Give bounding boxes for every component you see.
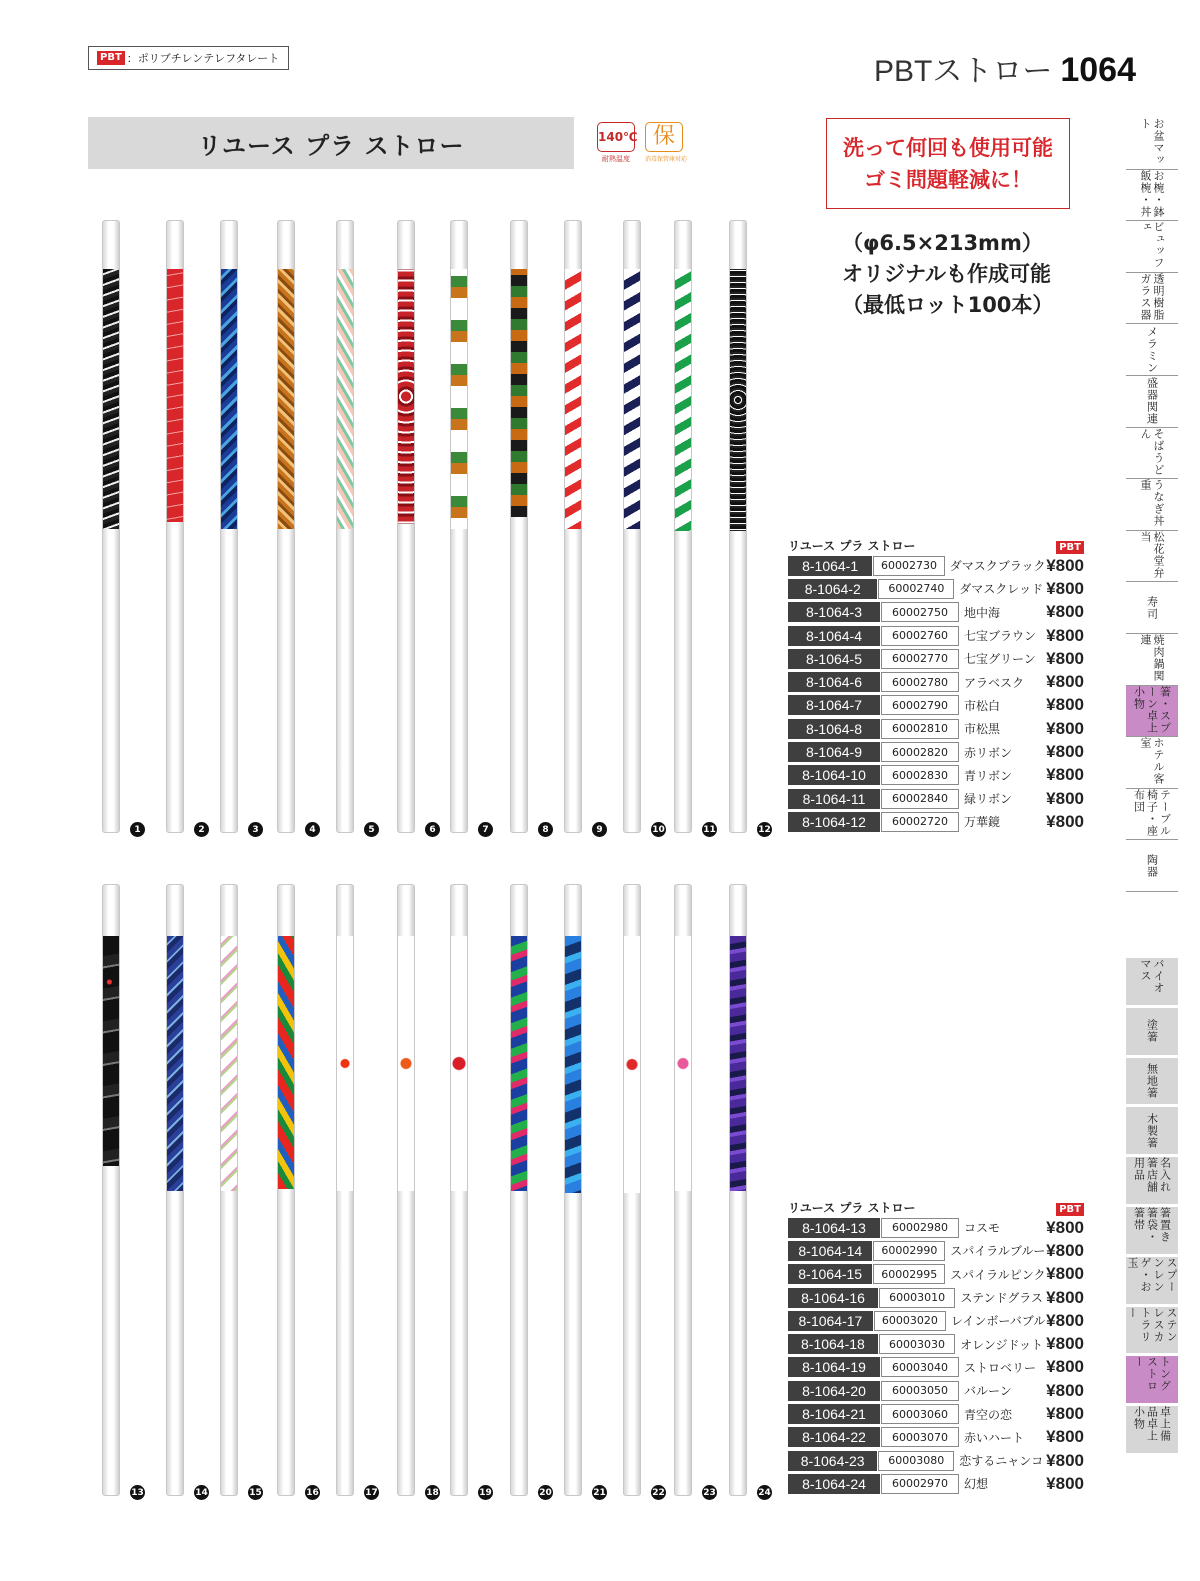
pbt-tag: PBT [1056,1203,1084,1216]
index-tab[interactable]: 箸・スプーン卓上小物 [1126,686,1178,738]
index-tab[interactable]: ホテル客室 [1126,737,1178,789]
product-price: ¥800 [1046,625,1084,645]
spec-line1: （φ6.5×213mm） [842,231,1043,255]
straw-12 [729,220,747,833]
product-name: 青リボン [964,768,1013,783]
straw-5 [336,220,354,833]
price-table-1 [788,537,1084,834]
straw-pattern [565,269,581,529]
index-tabs-bottom [1126,958,1178,1456]
product-price: ¥800 [1046,1217,1084,1237]
straw-9 [564,220,582,833]
index-tab[interactable]: 松花堂弁当 [1126,531,1178,583]
heat-label: 140℃ [597,122,635,152]
index-tab[interactable]: 名入れ箸店舗用品 [1126,1157,1178,1207]
product-price: ¥800 [1046,1287,1084,1307]
product-price: ¥800 [1046,1450,1084,1470]
keep-caption: 消毒保管庫対応 [645,156,688,163]
table-row [788,740,1084,763]
material-legend [88,46,289,70]
jan-code: 60003060 [881,1404,959,1424]
table-row [788,1449,1084,1472]
straw-pattern [167,936,183,1191]
table-row [788,810,1084,833]
product-name: 市松黒 [964,722,1001,737]
table-row [788,1356,1084,1379]
index-tab[interactable]: 透明樹脂ガラス器 [1126,273,1178,325]
table-row [788,694,1084,717]
index-tab[interactable]: スプーンレンゲ・お玉 [1126,1257,1178,1307]
straw-3 [220,220,238,833]
straw-pattern [511,269,527,517]
straw-23 [674,884,692,1496]
table-row [788,764,1084,787]
spec-text [842,228,1053,321]
straw-number: 9 [592,822,607,837]
straw-number: 2 [194,822,209,837]
straw-number: 1 [130,822,145,837]
straw-pattern [167,269,183,522]
product-price: ¥800 [1046,718,1084,738]
straw-pattern [565,936,581,1193]
table-row [788,1426,1084,1449]
jan-code: 60002740 [878,579,954,599]
table-row [788,577,1084,600]
straw-number: 10 [651,822,666,837]
product-code: 8-1064-22 [788,1427,880,1447]
straw-pattern [624,936,640,1193]
straw-pattern [337,269,353,529]
table-row [788,601,1084,624]
straw-1 [102,220,120,833]
pbt-badge: PBT [97,51,125,65]
straw-13 [102,884,120,1496]
table-body [788,554,1084,834]
product-name: 青空の恋 [964,1407,1013,1422]
product-price: ¥800 [1046,765,1084,785]
product-name: スパイラルピンク [950,1267,1046,1282]
product-price: ¥800 [1046,1380,1084,1400]
promo-box [826,118,1070,209]
product-name: ダマスクブラック [949,559,1046,574]
section-banner: リユース プラ ストロー [88,117,574,169]
keep-label: 保 [645,122,683,152]
straw-20 [510,884,528,1496]
product-price: ¥800 [1046,1310,1084,1330]
product-code: 8-1064-20 [788,1381,880,1401]
product-code: 8-1064-1 [788,556,872,576]
straw-number: 8 [538,822,553,837]
table-row [788,1472,1084,1495]
product-price: ¥800 [1046,695,1084,715]
index-tab[interactable]: ステンレスカトラリー [1126,1307,1178,1357]
page-title: PBTストロー [874,55,1053,88]
straw-10 [623,220,641,833]
jan-code: 60002990 [873,1241,945,1261]
table-row [788,624,1084,647]
straw-number: 23 [702,1485,717,1500]
straw-7 [450,220,468,833]
table-header [788,537,1084,554]
product-code: 8-1064-18 [788,1334,878,1354]
jan-code: 60002970 [881,1474,959,1494]
page-number: 1064 [1060,51,1136,89]
product-code: 8-1064-19 [788,1357,880,1377]
storage-icon [645,122,688,166]
straw-pattern [451,269,467,529]
index-tab[interactable]: 卓上備品卓上小物 [1126,1406,1178,1456]
straw-pattern [221,936,237,1191]
straw-number: 24 [757,1485,772,1500]
table-row [788,1216,1084,1239]
product-name: アラベスク [964,675,1025,690]
jan-code: 60002980 [881,1218,959,1238]
table-row [788,1379,1084,1402]
index-tab[interactable]: 塗箸 [1126,1008,1178,1058]
table-row [788,1286,1084,1309]
straw-2 [166,220,184,833]
straw-number: 11 [702,822,717,837]
index-tab[interactable]: 焼肉鍋関連 [1126,634,1178,686]
heat-resistance-icon [597,122,638,166]
table-row [788,1332,1084,1355]
product-name: 幻想 [964,1477,989,1492]
straw-number: 14 [194,1485,209,1500]
table-title: リユース プラ ストロー [788,1201,916,1215]
index-tab[interactable]: トングストロー [1126,1356,1178,1406]
jan-code: 60003040 [881,1357,959,1377]
straw-pattern [451,936,467,1191]
jan-code: 60002750 [881,602,959,622]
straw-pattern [624,269,640,529]
promo-line1: 洗って何回も使用可能 [843,135,1053,160]
index-tab[interactable]: うなぎ丼重 [1126,479,1178,531]
table-row [788,1309,1084,1332]
table-row [788,787,1084,810]
table-row [788,717,1084,740]
index-tab[interactable]: 盛器関連 [1126,376,1178,428]
product-code: 8-1064-14 [788,1241,872,1261]
straw-pattern [103,269,119,529]
straw-19 [450,884,468,1496]
product-code: 8-1064-8 [788,719,880,739]
straw-number: 22 [651,1485,666,1500]
product-name: 万華鏡 [964,815,1001,830]
straw-number: 13 [130,1485,145,1500]
product-price: ¥800 [1046,555,1085,575]
product-name: バルーン [964,1384,1012,1399]
straw-number: 19 [478,1485,493,1500]
product-name: オレンジドット [960,1337,1043,1352]
product-price: ¥800 [1046,1427,1084,1447]
straw-16 [277,884,295,1496]
product-price: ¥800 [1046,1473,1084,1493]
product-code: 8-1064-17 [788,1311,873,1331]
straw-pattern [398,936,414,1191]
straw-number: 12 [757,822,772,837]
jan-code: 60002760 [881,626,959,646]
straw-number: 21 [592,1485,607,1500]
index-tab[interactable]: 箸置き箸袋・箸帯 [1126,1207,1178,1257]
jan-code: 60002810 [881,719,959,739]
product-price: ¥800 [1046,1264,1084,1284]
straw-pattern [398,269,414,524]
product-name: ダマスクレッド [959,582,1044,597]
table-row [788,554,1084,577]
straw-number: 16 [305,1485,320,1500]
product-price: ¥800 [1046,672,1084,692]
index-tab[interactable]: ビュッフェ [1126,221,1178,273]
index-tab[interactable]: 寿司 [1126,582,1178,634]
index-tab[interactable]: 無地箸 [1126,1058,1178,1108]
straw-22 [623,884,641,1496]
product-name: コスモ [964,1221,1001,1236]
index-tab[interactable]: テーブル椅子・座布団 [1126,789,1178,841]
jan-code: 60003010 [879,1288,955,1308]
jan-code: 60002780 [881,672,959,692]
index-tab[interactable]: お盆マット [1126,118,1178,170]
table-row [788,1402,1084,1425]
product-code: 8-1064-9 [788,742,880,762]
jan-code: 60002830 [881,765,959,785]
product-name: 緑リボン [964,792,1013,807]
page-header [874,46,1136,90]
straw-number: 7 [478,822,493,837]
straw-pattern [221,269,237,529]
straw-number: 6 [425,822,440,837]
table-body [788,1216,1084,1496]
straw-11 [674,220,692,833]
promo-line2: ゴミ問題軽減に！ [864,167,1032,192]
product-code: 8-1064-7 [788,695,880,715]
jan-code: 60002730 [873,556,945,576]
jan-code: 60002820 [881,742,959,762]
product-price: ¥800 [1046,788,1084,808]
product-price: ¥800 [1046,1240,1084,1260]
product-price: ¥800 [1046,1404,1084,1424]
straw-number: 5 [364,822,379,837]
product-name: 七宝グリーン [964,652,1036,667]
product-code: 8-1064-10 [788,765,880,785]
straw-number: 18 [425,1485,440,1500]
product-code: 8-1064-23 [788,1451,877,1471]
straw-21 [564,884,582,1496]
straw-17 [336,884,354,1496]
jan-code: 60003070 [881,1427,959,1447]
product-name: 赤いハート [964,1430,1025,1445]
straw-6 [397,220,415,833]
jan-code: 60003080 [878,1451,954,1471]
product-code: 8-1064-13 [788,1218,880,1238]
jan-code: 60002790 [881,695,959,715]
straw-pattern [278,936,294,1189]
product-name: 地中海 [964,605,1001,620]
jan-code: 60002770 [881,649,959,669]
table-header [788,1199,1084,1216]
straw-4 [277,220,295,833]
jan-code: 60003050 [881,1381,959,1401]
product-price: ¥800 [1046,578,1085,598]
index-tab[interactable]: お椀・鉢飯椀・丼 [1126,170,1178,222]
spec-line2: オリジナルも作成可能 [842,262,1051,286]
spec-line3: （最低ロット100本） [842,293,1054,317]
table-row [788,647,1084,670]
pbt-tag: PBT [1056,541,1084,554]
straw-pattern [675,936,691,1191]
product-code: 8-1064-4 [788,626,880,646]
product-code: 8-1064-16 [788,1288,878,1308]
straw-number: 20 [538,1485,553,1500]
straw-pattern [730,936,746,1191]
table-title: リユース プラ ストロー [788,539,916,553]
product-name: レインボーバブル [950,1314,1046,1329]
jan-code: 60003020 [874,1311,946,1331]
jan-code: 60002840 [881,789,959,809]
straw-24 [729,884,747,1496]
straw-pattern [675,269,691,531]
jan-code: 60002720 [881,812,959,832]
product-code: 8-1064-12 [788,812,880,832]
product-code: 8-1064-15 [788,1264,872,1284]
index-tab[interactable]: バイオマス [1126,958,1178,1008]
product-code: 8-1064-2 [788,579,877,599]
product-name: ストロベリー [964,1360,1037,1375]
product-name: 市松白 [964,698,1001,713]
straw-number: 3 [248,822,263,837]
straw-pattern [278,269,294,529]
index-tab[interactable]: そばうどん [1126,428,1178,480]
product-price: ¥800 [1046,811,1084,831]
product-price: ¥800 [1046,648,1084,668]
table-row [788,1239,1084,1262]
table-row [788,670,1084,693]
straw-number: 15 [248,1485,263,1500]
straw-pattern [511,936,527,1191]
straw-pattern [337,936,353,1191]
product-code: 8-1064-21 [788,1404,880,1424]
straw-15 [220,884,238,1496]
index-tab[interactable]: 陶器 [1126,840,1178,892]
product-price: ¥800 [1046,602,1084,622]
product-code: 8-1064-3 [788,602,880,622]
table-row [788,1263,1084,1286]
jan-code: 60003030 [879,1334,955,1354]
jan-code: 60002995 [873,1264,945,1284]
product-name: 七宝ブラウン [964,629,1037,644]
index-tab[interactable]: 木製箸 [1126,1107,1178,1157]
index-tabs-top [1126,118,1178,892]
straw-number: 4 [305,822,320,837]
product-name: 赤リボン [964,745,1013,760]
product-code: 8-1064-11 [788,789,880,809]
material-text: ：ポリブチレンテレフタレート [126,52,280,65]
index-tab[interactable]: メラミン [1126,324,1178,376]
price-table-2 [788,1199,1084,1496]
product-name: 恋するニャンコ [959,1454,1044,1469]
product-code: 8-1064-6 [788,672,880,692]
product-code: 8-1064-5 [788,649,880,669]
product-price: ¥800 [1046,742,1084,762]
product-name: ステンドグラス [960,1291,1043,1306]
product-price: ¥800 [1046,1334,1084,1354]
straw-pattern [730,269,746,531]
straw-8 [510,220,528,833]
straw-18 [397,884,415,1496]
straw-14 [166,884,184,1496]
product-code: 8-1064-24 [788,1474,880,1494]
straw-number: 17 [364,1485,379,1500]
product-price: ¥800 [1046,1357,1084,1377]
straw-pattern [103,936,119,1166]
heat-caption: 耐熱温度 [602,155,630,163]
product-name: スパイラルブルー [950,1244,1046,1259]
